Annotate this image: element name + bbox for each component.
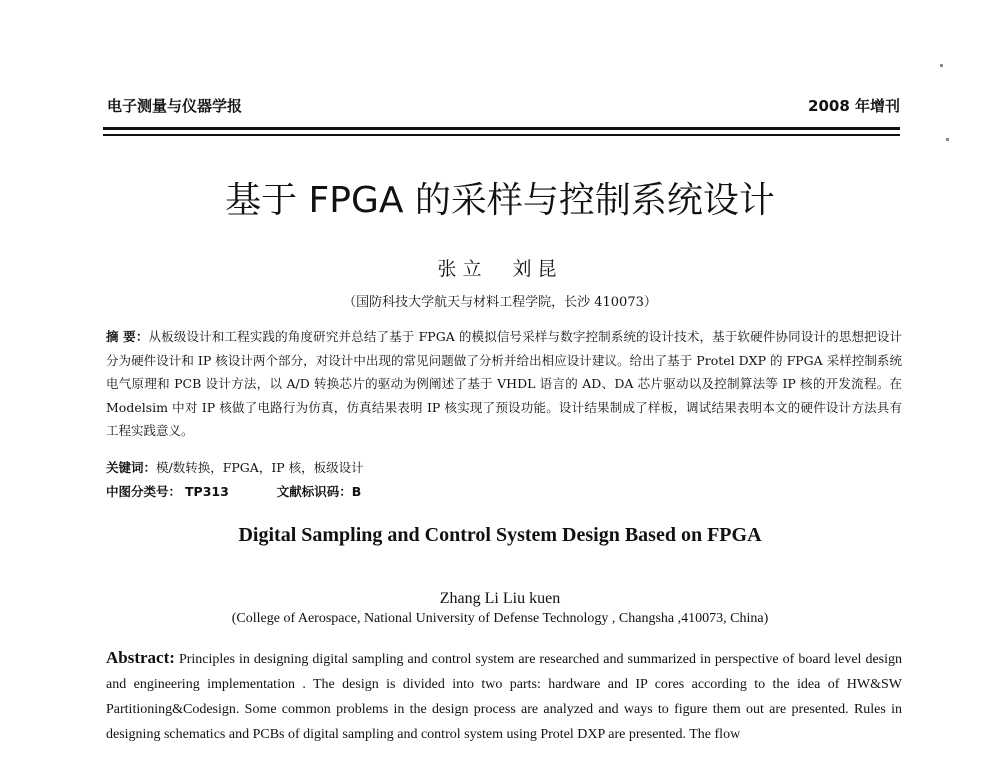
authors: 张立 刘昆 (437, 258, 563, 280)
header-rule-thin (103, 134, 900, 136)
header-rule-thick (103, 127, 900, 130)
english-abstract (106, 645, 902, 747)
clc-label: 中图分类号： (106, 484, 182, 499)
keywords-label: 关键词： (106, 460, 157, 475)
keywords-text: 模/数转换，FPGA，IP 核，板级设计 (156, 460, 364, 475)
classification (106, 482, 361, 500)
english-abstract-label: Abstract: (106, 648, 175, 667)
issue-label: 2008 年增刊 (808, 97, 900, 115)
abstract (106, 325, 902, 443)
scan-speck (946, 138, 949, 141)
paper-title: 基于 FPGA 的采样与控制系统设计 (225, 180, 775, 221)
scan-speck (940, 64, 943, 67)
clc-value: TP313 (185, 484, 229, 499)
affiliation: （国防科技大学航天与材料工程学院，长沙 410073） (343, 295, 657, 310)
english-abstract-text: Principles in designing digital sampling and control system are researched and summarized in perspective of board level design and engineering implementation . The design is divided into two parts: hardware and IP cores according to the idea of HW&SW Partitioning&Codesign. Some common problems in the design process are analyzed and ways to figure them out are presented. Rules in designing schematics and PCBs of digital sampling and control system using Protel DXP are presented. The flow (106, 652, 903, 742)
english-title: Digital Sampling and Control System Design Based on FPGA (238, 524, 762, 546)
keywords (106, 458, 364, 476)
abstract-label: 摘 要： (106, 329, 149, 344)
doc-code-value: B (351, 484, 362, 499)
english-authors: Zhang Li Liu kuen (439, 590, 561, 607)
journal-name: 电子测量与仪器学报 (107, 97, 243, 115)
doc-code-label: 文献标识码： (276, 484, 352, 499)
abstract-text: 从板级设计和工程实践的角度研究并总结了基于 FPGA 的模拟信号采样与数字控制系统的设计技术，基于软硬件协同设计的思想把设计分为硬件设计和 IP 核设计两个部分，对设计中出现的常见问题做了分析并给出相应设计建议。给出了基于 Protel DXP 的 FPGA 采样控制系统电气原理和 PCB 设计方法，以 A/D 转换芯片的驱动为例阐述了基于 VHDL 语言的 AD、DA 芯片驱动以及控制算法等 IP 核的开发流程。在 Modelsim 中对 IP 核做了电路行为仿真，仿真结果表明 IP 核实现了预设功能。设计结果制成了样板，调试结果表明本文的硬件设计方法具有工程实践意义。 (106, 329, 902, 438)
english-affiliation: (College of Aerospace, National University of Defense Technology , Changsha ,410073, China) (231, 611, 769, 626)
